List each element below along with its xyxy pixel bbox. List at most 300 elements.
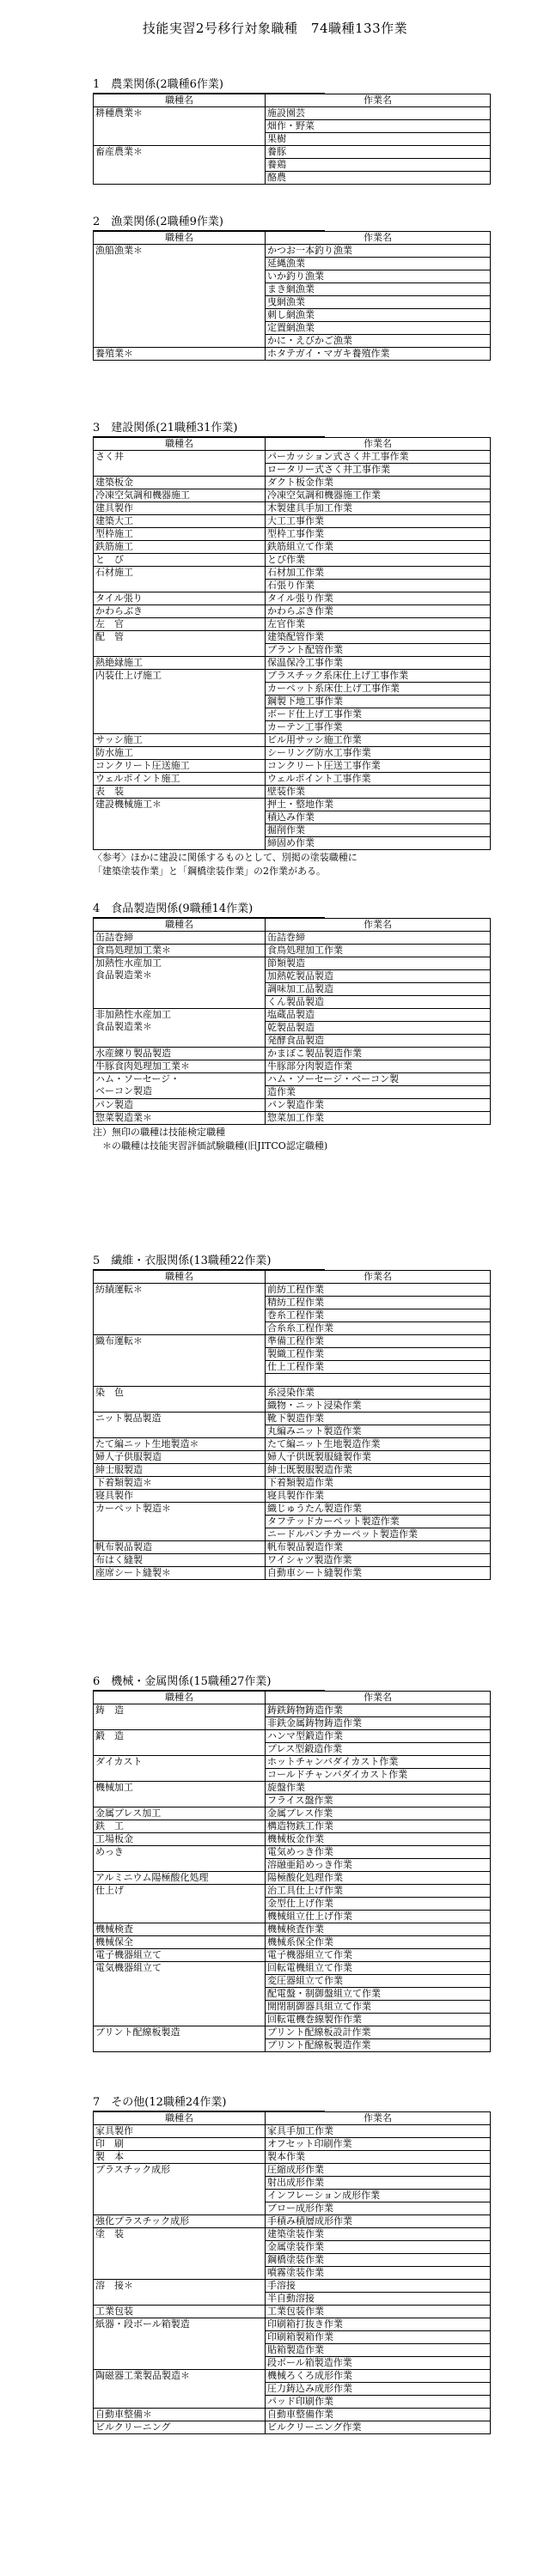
occupation-cell: サッシ施工 [94,734,266,747]
task-cell: 印刷箱打抜き作業 [266,2318,491,2331]
occupation-cell: 建築板金 [94,477,266,489]
occupation-table [93,1691,491,2052]
task-cell: 変圧器組立て作業 [266,1975,491,1988]
occupation-cell: さく井 [94,451,266,477]
task-cell: タフテッドカーペット製造作業 [266,1516,491,1528]
occupation-cell: 鍛 造 [94,1730,266,1756]
occupation-cell: 建設機械施工＊ [94,799,266,850]
occupation-cell: プラスチック成形 [94,2164,266,2215]
task-cell: まき網漁業 [266,283,491,296]
task-cell: 鋳鉄鋳物鋳造作業 [266,1704,491,1717]
task-cell: 靴下製造作業 [266,1413,491,1425]
table-row [94,1730,491,1743]
task-cell: 糸浸染作業 [266,1387,491,1400]
section-note: 〈参考〉ほかに建設に関係するものとして、別掲の塗装職種に [93,852,358,863]
task-cell: 仕上工程作業 [266,1361,491,1374]
task-cell: 製織工程作業 [266,1348,491,1361]
table-row [94,2026,491,2039]
table-row [94,592,491,605]
task-cell: コールドチャンバダイカスト作業 [266,1769,491,1782]
table-header-row [94,232,491,245]
task-cell: 家具手加工作業 [266,2125,491,2138]
table-row [94,957,491,970]
task-cell: プラント配管作業 [266,644,491,657]
task-cell: 積込み作業 [266,811,491,824]
occupation-cell: 石材施工 [94,567,266,592]
header-occupation: 職種名 [94,438,266,451]
table-row [94,1009,491,1022]
task-cell: 電子機器組立て作業 [266,1949,491,1962]
table-row [94,1048,491,1060]
header-occupation: 職種名 [94,2112,266,2125]
table-row [94,747,491,760]
table-row [94,734,491,747]
section-title: 2 漁業関係(2職種9作業) [93,215,325,231]
header-occupation: 職種名 [94,919,266,932]
header-task: 作業名 [266,1692,491,1704]
task-cell: 合糸糸工程作業 [266,1322,491,1335]
header-task: 作業名 [266,438,491,451]
section-title: 7 その他(12職種24作業) [93,2095,325,2111]
task-cell: タイル張り作業 [266,592,491,605]
occupation-cell: 冷凍空気調和機器施工 [94,489,266,502]
occupation-cell: 非加熱性水産加工 食品製造業＊ [94,1009,266,1048]
occupation-cell: 機械保全 [94,1936,266,1949]
occupation-cell: 仕上げ [94,1885,266,1923]
task-cell: プラスチック系床仕上げ工事作業 [266,670,491,683]
occupation-cell: ニット製品製造 [94,1413,266,1438]
section-title: 4 食品製造関係(9職種14作業) [93,902,325,918]
header-task: 作業名 [266,919,491,932]
task-cell: 非鉄金属鋳物鋳造作業 [266,1717,491,1730]
section-title: 5 繊維・衣服関係(13職種22作業) [93,1254,325,1270]
header-occupation: 職種名 [94,1692,266,1704]
task-cell: 締固め作業 [266,837,491,850]
task-cell: カーテン工事作業 [266,721,491,734]
table-row [94,945,491,957]
occupation-cell: 紡績運転＊ [94,1284,266,1335]
occupation-cell: 自動車整備＊ [94,2409,266,2421]
header-occupation: 職種名 [94,1271,266,1284]
table-row [94,1099,491,1112]
occupation-cell: 左 官 [94,618,266,631]
table-row [94,2306,491,2318]
table-row [94,799,491,811]
task-cell: 前紡工程作業 [266,1284,491,1297]
task-cell: 酪農 [266,172,491,185]
table-row [94,528,491,541]
task-cell: 配電盤・制御盤組立て作業 [266,1988,491,2001]
task-cell: 織じゅうたん製造作業 [266,1503,491,1516]
header-task: 作業名 [266,1271,491,1284]
table-row [94,786,491,799]
occupation-cell: 織布運転＊ [94,1335,266,1387]
task-cell: 機械系保全作業 [266,1936,491,1949]
task-cell: 治工具仕上げ作業 [266,1885,491,1898]
table-row [94,502,491,515]
table-row [94,2138,491,2151]
table-row [94,2151,491,2164]
task-cell: 乾製品製造 [266,1022,491,1035]
occupation-cell: 建具製作 [94,502,266,515]
task-cell: 冷凍空気調和機器施工作業 [266,489,491,502]
occupation-cell: 鋳 造 [94,1704,266,1730]
table-row [94,1451,491,1464]
task-cell: 段ボール箱製造作業 [266,2357,491,2370]
header-task: 作業名 [266,2112,491,2125]
task-cell: 工業包装作業 [266,2306,491,2318]
task-cell: 機械組立仕上げ作業 [266,1911,491,1923]
occupation-cell: 内装仕上げ施工 [94,670,266,734]
task-cell: 石材加工作業 [266,567,491,580]
task-cell: かわらぶき作業 [266,605,491,618]
table-header-row [94,1692,491,1704]
occupation-cell: 畜産農業＊ [94,146,266,185]
section-title: 1 農業関係(2職種6作業) [93,77,325,94]
task-cell: パン製造作業 [266,1099,491,1112]
occupation-cell: 塗 装 [94,2228,266,2280]
section-note: 注）無印の職種は技能検定職種 [93,1127,225,1138]
occupation-cell: 金属プレス加工 [94,1807,266,1820]
table-row [94,2421,491,2434]
table-row [94,605,491,618]
task-cell: 機械ろくろ成形作業 [266,2370,491,2383]
task-cell: とび作業 [266,554,491,567]
table-row [94,657,491,670]
task-cell: 陽極酸化処理作業 [266,1872,491,1885]
table-row [94,1704,491,1717]
task-cell: 丸編みニット製造作業 [266,1425,491,1438]
occupation-cell: めっき [94,1846,266,1872]
occupation-cell: ダイカスト [94,1756,266,1782]
table-row [94,932,491,945]
occupation-cell: 製 本 [94,2151,266,2164]
task-cell: フライス盤作業 [266,1795,491,1807]
occupation-cell: プリント配線板製造 [94,2026,266,2052]
table-row [94,1756,491,1769]
task-cell: 建築配管作業 [266,631,491,644]
task-cell: 手溶接 [266,2280,491,2293]
table-row [94,1541,491,1554]
task-cell: ビル用サッシ施工作業 [266,734,491,747]
task-cell: 金属プレス作業 [266,1807,491,1820]
task-cell: 圧力鋳込み成形作業 [266,2383,491,2396]
task-cell: 壁装作業 [266,786,491,799]
occupation-cell: 電子機器組立て [94,1949,266,1962]
task-cell: 刺し網漁業 [266,309,491,322]
task-cell: 旋盤作業 [266,1782,491,1795]
task-cell: 養鶏 [266,159,491,172]
task-cell: 紳士既製服製造作業 [266,1464,491,1477]
occupation-cell: 建築大工 [94,515,266,528]
header-task: 作業名 [266,232,491,245]
task-cell: 大工工事作業 [266,515,491,528]
task-cell: ホタテガイ・マガキ養殖作業 [266,348,491,361]
table-row [94,489,491,502]
table-header-row [94,2112,491,2125]
table-row [94,1112,491,1125]
task-cell: 機械検査作業 [266,1923,491,1936]
table-row [94,760,491,773]
table-row [94,2280,491,2293]
table-row [94,2164,491,2177]
occupation-cell: 鉄筋施工 [94,541,266,554]
task-cell: 巻糸工程作業 [266,1309,491,1322]
task-cell: ワイシャツ製造作業 [266,1554,491,1567]
task-cell: ボード仕上げ工事作業 [266,708,491,721]
task-cell: 発酵食品製造 [266,1035,491,1048]
occupation-cell: 熱絶縁施工 [94,657,266,670]
table-row [94,1438,491,1451]
task-cell: ハム・ソーセージ・ベーコン製 [266,1073,491,1086]
task-cell: 押土・整地作業 [266,799,491,811]
task-cell: 加熱乾製品製造 [266,970,491,983]
task-cell: ブロー成形作業 [266,2202,491,2215]
occupation-cell: 下着類製造＊ [94,1477,266,1490]
occupation-cell: ウェルポイント施工 [94,773,266,786]
task-cell: シーリング防水工事作業 [266,747,491,760]
task-cell: 半自動溶接 [266,2293,491,2306]
task-cell: かまぼこ製品製造作業 [266,1048,491,1060]
table-row [94,1335,491,1348]
table-row [94,477,491,489]
occupation-cell: 耕種農業＊ [94,107,266,146]
task-cell [266,1374,491,1387]
occupation-cell: 水産練り製品製造 [94,1048,266,1060]
task-cell: 自動車整備作業 [266,2409,491,2421]
table-row [94,541,491,554]
occupation-cell: 帆布製品製造 [94,1541,266,1554]
task-cell: 建築塗装作業 [266,2228,491,2241]
task-cell: 保温保冷工事作業 [266,657,491,670]
table-row [94,348,491,361]
occupation-cell: タイル張り [94,592,266,605]
table-header-row [94,94,491,107]
table-row [94,670,491,683]
table-row [94,1936,491,1949]
task-cell: オフセット印刷作業 [266,2138,491,2151]
table-row [94,567,491,580]
section-food-manufacturing [93,902,490,1152]
section-note: 「建築塗装作業」と「鋼橋塗装作業」の2作業がある。 [93,866,326,877]
table-row [94,554,491,567]
occupation-cell: 加熱性水産加工 食品製造業＊ [94,957,266,1009]
table-row [94,245,491,258]
table-row [94,618,491,631]
table-row [94,1284,491,1297]
header-occupation: 職種名 [94,232,266,245]
table-row [94,146,491,159]
occupation-cell: 陶磁器工業製品製造＊ [94,2370,266,2409]
task-cell: かつお一本釣り漁業 [266,245,491,258]
task-cell: ホットチャンバダイカスト作業 [266,1756,491,1769]
task-cell: ウェルポイント工事作業 [266,773,491,786]
section-fishery [93,215,490,361]
table-row [94,1387,491,1400]
task-cell: 織物・ニット浸染作業 [266,1400,491,1413]
occupation-cell: 缶詰巻締 [94,932,266,945]
table-row [94,2318,491,2331]
task-cell: カーペット系床仕上げ工事作業 [266,683,491,696]
task-cell: プレス型鍛造作業 [266,1743,491,1756]
occupation-cell: たて編ニット生地製造＊ [94,1438,266,1451]
task-cell: 構造物鉄工作業 [266,1820,491,1833]
task-cell: 延縄漁業 [266,258,491,270]
task-cell: 食鳥処理加工作業 [266,945,491,957]
table-row [94,1567,491,1580]
task-cell: 鋼製下地工事作業 [266,696,491,708]
occupation-cell: 布はく縫製 [94,1554,266,1567]
table-row [94,1949,491,1962]
table-row [94,1554,491,1567]
table-row [94,515,491,528]
task-cell: 畑作・野菜 [266,120,491,133]
occupation-cell: パン製造 [94,1099,266,1112]
task-cell: 印刷箱製箱作業 [266,2331,491,2344]
table-row [94,2228,491,2241]
occupation-table [93,437,491,850]
occupation-cell: 食鳥処理加工業＊ [94,945,266,957]
task-cell: 石張り作業 [266,580,491,592]
task-cell: 牛豚部分肉製造作業 [266,1060,491,1073]
table-row [94,1477,491,1490]
table-row [94,1833,491,1846]
task-cell: 金型仕上げ作業 [266,1898,491,1911]
task-cell: 果樹 [266,133,491,146]
occupation-cell: 紳士服製造 [94,1464,266,1477]
table-row [94,451,491,464]
occupation-table [93,1270,491,1580]
occupation-table [93,231,491,361]
occupation-cell: 機械加工 [94,1782,266,1807]
task-cell: 自動車シート縫製作業 [266,1567,491,1580]
task-cell: 型枠工事作業 [266,528,491,541]
task-cell: 調味加工品製造 [266,983,491,996]
occupation-cell: 婦人子供服製造 [94,1451,266,1464]
occupation-cell: 漁船漁業＊ [94,245,266,348]
occupation-cell: 電気機器組立て [94,1962,266,2026]
occupation-cell: 鉄 工 [94,1820,266,1833]
table-row [94,1885,491,1898]
task-cell: 回転電機組立て作業 [266,1962,491,1975]
occupation-table [93,918,491,1125]
occupation-cell: 型枠施工 [94,528,266,541]
task-cell: 養豚 [266,146,491,159]
task-cell: 機械板金作業 [266,1833,491,1846]
task-cell: 造作業 [266,1086,491,1099]
table-row [94,1060,491,1073]
table-row [94,1962,491,1975]
section-other [93,2095,490,2434]
table-row [94,2215,491,2228]
task-cell: ハンマ型鍛造作業 [266,1730,491,1743]
table-header-row [94,919,491,932]
task-cell: 節類製造 [266,957,491,970]
task-cell: ニードルパンチカーペット製造作業 [266,1528,491,1541]
occupation-cell: コンクリート圧送施工 [94,760,266,773]
occupation-cell: 家具製作 [94,2125,266,2138]
occupation-cell: かわらぶき [94,605,266,618]
occupation-cell: カーペット製造＊ [94,1503,266,1541]
occupation-cell: ハム・ソーセージ・ ベーコン製造 [94,1073,266,1099]
table-row [94,2125,491,2138]
occupation-cell: ビルクリーニング [94,2421,266,2434]
occupation-cell: 工場板金 [94,1833,266,1846]
task-cell: 定置網漁業 [266,322,491,335]
task-cell: インフレーション成形作業 [266,2190,491,2202]
task-cell: ダクト板金作業 [266,477,491,489]
section-title: 3 建設関係(21職種31作業) [93,421,325,437]
table-header-row [94,1271,491,1284]
section-construction [93,421,490,878]
table-row [94,1490,491,1503]
occupation-cell: 惣菜製造業＊ [94,1112,266,1125]
task-cell: コンクリート圧送工事作業 [266,760,491,773]
occupation-cell: 座席シート縫製＊ [94,1567,266,1580]
task-cell: 帆布製品製造作業 [266,1541,491,1554]
task-cell: 木製建具手加工作業 [266,502,491,515]
task-cell: 左官作業 [266,618,491,631]
occupation-cell: 牛豚食肉処理加工業＊ [94,1060,266,1073]
table-row [94,1073,491,1086]
task-cell: いか釣り漁業 [266,270,491,283]
task-cell: 金属塗装作業 [266,2241,491,2254]
table-row [94,107,491,120]
table-header-row [94,438,491,451]
task-cell: ロータリー式さく井工事作業 [266,464,491,477]
occupation-cell: 機械検査 [94,1923,266,1936]
task-cell: 精紡工程作業 [266,1297,491,1309]
table-row [94,631,491,644]
task-cell: プリント配線板設計作業 [266,2026,491,2039]
table-row [94,1503,491,1516]
task-cell: 溶融亜鉛めっき作業 [266,1859,491,1872]
page-title: 技能実習2号移行対象職種 74職種133作業 [142,21,408,36]
task-cell: 噴霧塗装作業 [266,2267,491,2280]
task-cell: 曳網漁業 [266,296,491,309]
task-cell: 寝具製作作業 [266,1490,491,1503]
table-row [94,2409,491,2421]
task-cell: パッド印刷作業 [266,2396,491,2409]
section-agriculture [93,77,490,185]
occupation-cell: 染 色 [94,1387,266,1413]
task-cell: 鋼橋塗装作業 [266,2254,491,2267]
table-row [94,1782,491,1795]
task-cell: 射出成形作業 [266,2177,491,2190]
task-cell: 缶詰巻締 [266,932,491,945]
occupation-cell: 養殖業＊ [94,348,266,361]
task-cell: 貼箱製造作業 [266,2344,491,2357]
task-cell: 婦人子供既製服縫製作業 [266,1451,491,1464]
table-row [94,1846,491,1859]
table-row [94,1807,491,1820]
task-cell: たて編ニット生地製造作業 [266,1438,491,1451]
task-cell: 施設園芸 [266,107,491,120]
task-cell: 電気めっき作業 [266,1846,491,1859]
task-cell: 鉄筋組立て作業 [266,541,491,554]
section-note: ＊の職種は技能実習評価試験職種(旧JITCO認定職種) [93,1140,328,1151]
occupation-cell: と び [94,554,266,567]
header-task: 作業名 [266,94,491,107]
task-cell: 回転電機巻線製作作業 [266,2014,491,2026]
occupation-cell: 強化プラスチック成形 [94,2215,266,2228]
occupation-table [93,2111,491,2434]
task-cell: ビルクリーニング作業 [266,2421,491,2434]
table-row [94,1872,491,1885]
occupation-cell: 工業包装 [94,2306,266,2318]
section-textile-clothing [93,1254,490,1580]
task-cell: かに・えびかご漁業 [266,335,491,348]
